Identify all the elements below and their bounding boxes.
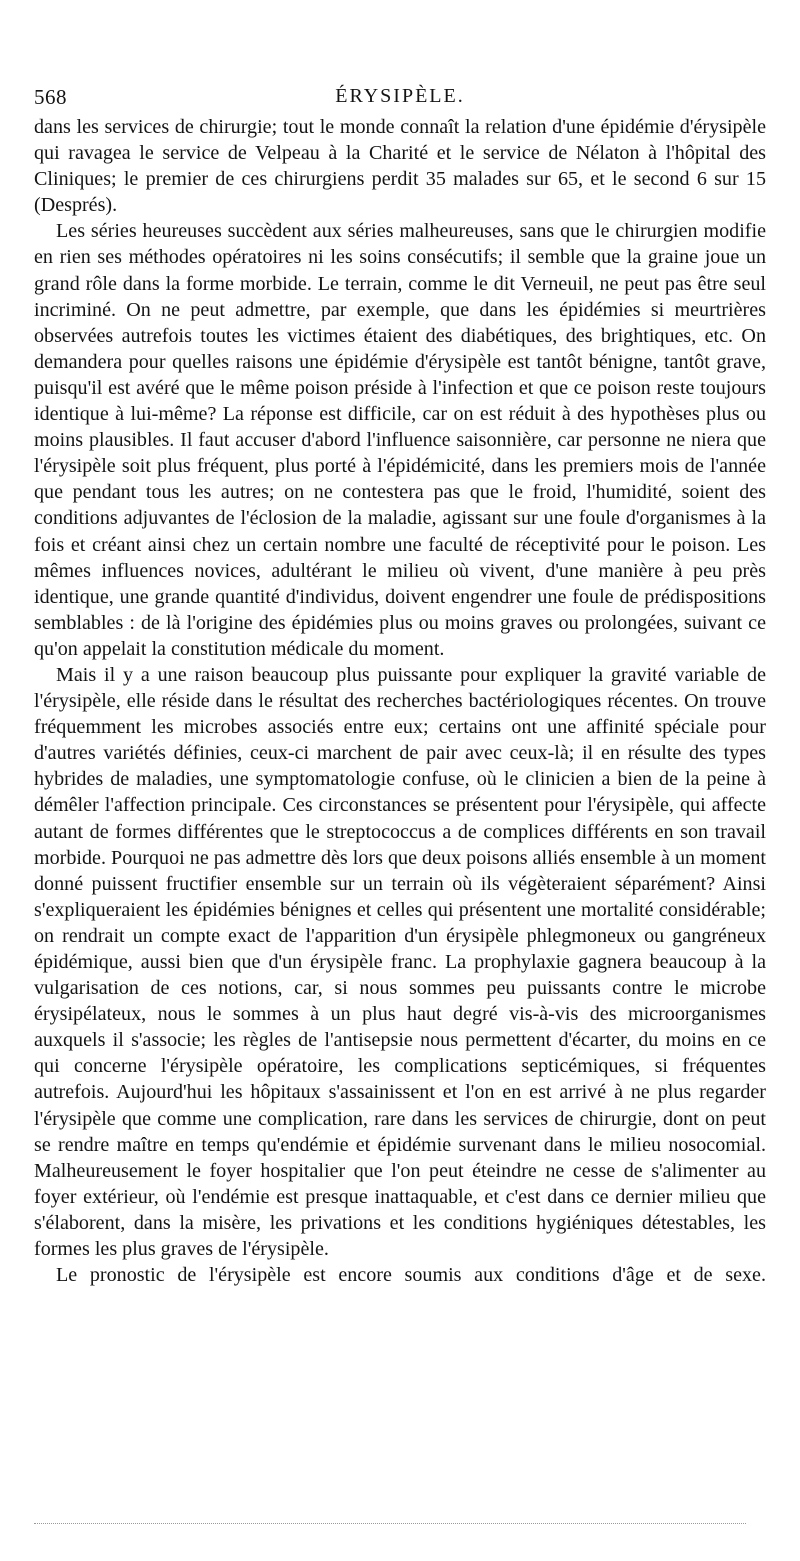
- footer-rule: [34, 1523, 746, 1524]
- paragraph-4: Le pronostic de l'érysipèle est encore soumis aux conditions d'âge et de sexe.: [56, 1264, 766, 1287]
- running-title: ÉRYSIPÈLE.: [335, 85, 465, 107]
- page-number: 568: [34, 85, 67, 109]
- body-text: [34, 114, 766, 1288]
- paragraph-2: Les séries heureuses succèdent aux séries malheureuses, sans que le chirurgien modifie en rien ses méthodes opératoires ni les soins consécutifs; il semble que la graine joue un grand rôle dans la forme morbide. Le terrain, comme le dit Verneuil, ne peut pas être seul incriminé. On ne peut admettre, par exemple, que dans les épidémies si meurtrières observées autrefois toutes les victimes étaient des diabétiques, des brightiques, etc. On demandera pour quelles raisons une épidémie d'érysipèle est tantôt bénigne, tantôt grave, puisqu'il est avéré que le même poison préside à l'infection et que ce poison reste toujours identique à lui-même? La réponse est difficile, car on est réduit à des hypothèses plus ou moins plausibles. Il faut accuser d'abord l'influence saisonnière, car personne ne niera que l'érysipèle soit plus fréquent, plus porté à l'épidémicité, dans les premiers mois de l'année que pendant tous les autres; on ne contestera pas que le froid, l'humidité, soient des conditions adjuvantes de l'éclosion de la maladie, agissant sur une foule d'organismes à la fois et créant ainsi chez un certain nombre une faculté de réceptivité pour le poison. Les mêmes influences novices, adultérant le milieu où vivent, d'une manière à peu près identique, une grande quantité d'individus, doivent engendrer une foule de prédispositions semblables : de là l'origine des épidémies plus ou moins graves ou prolongées, suivant ce qu'on appelait la constitution médicale du moment.: [34, 220, 766, 660]
- paragraph-3: Mais il y a une raison beaucoup plus puissante pour expliquer la gravité variable de l'érysipèle, elle réside dans le résultat des recherches bactériologiques récentes. On trouve fréquemment les microbes associés entre eux; certains ont une affinité spéciale pour d'autres variétés définies, ceux-ci marchent de pair avec ceux-là; il en résulte des types hybrides de maladies, une symptomatologie confuse, où le clinicien a bien de la peine à démêler l'affection principale. Ces circonstances se présentent pour l'érysipèle, qui affecte autant de formes différentes que le streptococcus a de complices différents en son travail morbide. Pourquoi ne pas admettre dès lors que deux poisons alliés ensemble à un moment donné puissent fructifier ensemble sur un terrain où ils végèteraient séparément? Ainsi s'expliqueraient les épidémies bénignes et celles qui présentent une mortalité considérable; on rendrait un compte exact de l'apparition d'un érysipèle phlegmoneux ou gangréneux épidémique, aussi bien que d'un érysipèle franc. La prophylaxie gagnera beaucoup à la vulgarisation de ces notions, car, si nous sommes peu puissants contre le microbe érysipélateux, nous le sommes à un plus haut degré vis-à-vis des microorganismes auxquels il s'associe; les règles de l'antisepsie nous permettent d'écarter, du moins en ce qui concerne l'érysipèle opératoire, les complications septicémiques, si fréquentes autrefois. Aujourd'hui les hôpitaux s'assainissent et l'on en est arrivé à ne plus regarder l'érysipèle que comme une complication, rare dans les services de chirurgie, dont on peut se rendre maître en temps qu'endémie et épidémie survenant dans le milieu nosocomial. Malheureusement le foyer hospitalier que l'on peut éteindre ne cesse de s'alimenter au foyer extérieur, où l'endémie est presque inattaquable, et c'est dans ce dernier milieu que s'élaborent, dans la misère, les privations et les conditions hygiéniques détestables, les formes les plus graves de l'érysipèle.: [34, 663, 766, 1261]
- running-head: [34, 85, 766, 115]
- paragraph-1: dans les services de chirurgie; tout le monde connaît la relation d'une épidémie d'érysipèle qui ravagea le service de Velpeau à la Charité et le service de Nélaton à l'hôpital des Cliniques; le premier de ces chirurgiens perdit 35 malades sur 65, et le second 6 sur 15 (Després).: [34, 116, 766, 217]
